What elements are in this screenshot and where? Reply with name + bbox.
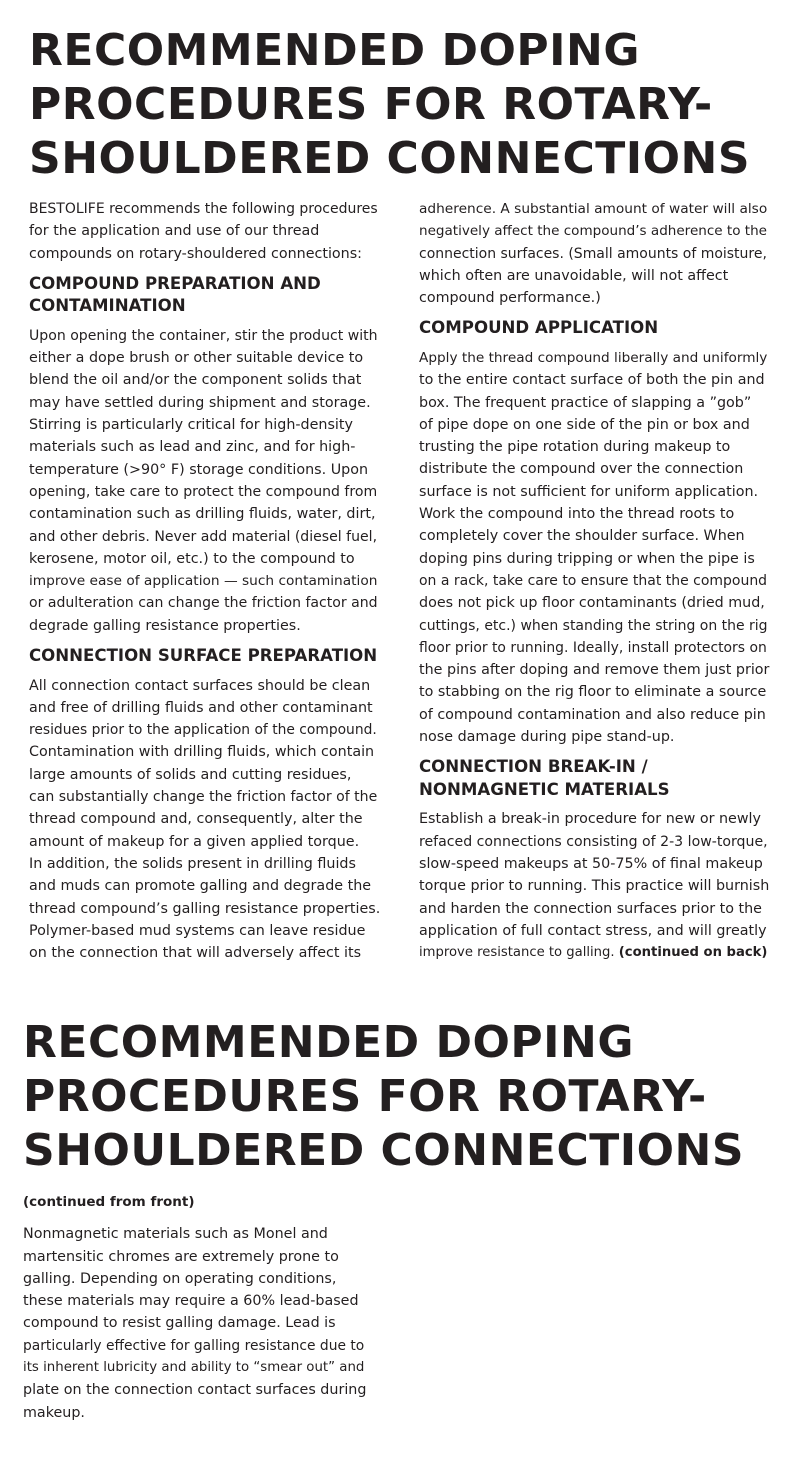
text-line: and free of drilling fluids and other contaminant [29, 699, 373, 716]
text-line: and other debris. Never add material (diesel fuel, [29, 528, 378, 545]
text-line: of compound contamination and also reduce pin [419, 706, 766, 723]
text-line: application of full contact stress, and will greatly [419, 922, 767, 939]
text-line: compound performance.) [419, 290, 601, 307]
text-line: particularly effective for galling resistance due to [23, 1337, 365, 1354]
text-line: blend the oil and/or the component solids that [29, 372, 362, 389]
text-line: Establish a break-in procedure for new or newly [419, 811, 761, 828]
text-line: or adulteration can change the friction factor and [29, 595, 378, 612]
continued-paragraph [419, 198, 771, 309]
heading-line: COMPOUND APPLICATION [419, 318, 659, 338]
text-line: improve ease of application — such contamination [29, 573, 378, 590]
section-body-connection-surface-preparation [29, 675, 381, 965]
text-line: materials such as lead and zinc, and for high- [29, 439, 356, 456]
text-line: Nonmagnetic materials such as Monel and [23, 1226, 328, 1243]
text-line: plate on the connection contact surfaces during [23, 1382, 367, 1399]
title-line: RECOMMENDED DOPING [29, 25, 640, 76]
back-column [23, 1191, 368, 1432]
text-line: amount of makeup for a given applied torque. [29, 833, 360, 850]
text-line: compounds on rotary-shouldered connections: [29, 245, 363, 262]
section-body-compound-application [419, 347, 771, 748]
text-line: floor prior to running. Ideally, install protectors on [419, 639, 767, 656]
text-line: these materials may require a 60% lead-based [23, 1293, 359, 1310]
continued-from-front-note: (continued from front) [23, 1194, 195, 1210]
text-line: doping pins during tripping or when the pipe is [419, 550, 755, 567]
text-line: torque prior to running. This practice will burnish [419, 878, 770, 895]
last-line-text: improve resistance to galling. [419, 945, 619, 961]
section-body-compound-preparation [29, 325, 381, 637]
text-line: on a rack, take care to ensure that the compound [419, 572, 768, 589]
text-line: of pipe dope on one side of the pin or box and [419, 416, 750, 433]
text-line: degrade galling resistance properties. [29, 617, 301, 634]
text-line: Work the compound into the thread roots to [419, 506, 735, 523]
text-line: thread compound and, consequently, alter the [29, 811, 363, 828]
front-left-column [29, 198, 381, 972]
text-line: surface is not sufficient for uniform application. [419, 483, 759, 500]
text-line: distribute the compound over the connection [419, 461, 744, 478]
front-page-title [29, 24, 789, 186]
title-line: SHOULDERED CONNECTIONS [29, 133, 751, 184]
section-body-connection-break-in [419, 808, 771, 964]
section-heading-connection-break-in [419, 756, 771, 801]
text-line: martensitic chromes are extremely prone to [23, 1248, 339, 1265]
text-line: either a dope brush or other suitable device to [29, 350, 364, 367]
text-line: which often are unavoidable, will not affect [419, 267, 729, 284]
intro-paragraph [29, 198, 381, 265]
text-line: makeup. [23, 1404, 85, 1421]
text-line: adherence. A substantial amount of water will also [419, 201, 768, 217]
text-line: Upon opening the container, stir the product with [29, 327, 378, 344]
text-line: thread compound’s galling resistance properties. [29, 900, 381, 917]
nonmagnetic-materials-paragraph [23, 1223, 368, 1424]
text-line: completely cover the shoulder surface. When [419, 528, 745, 545]
text-line: compound to resist galling damage. Lead is [23, 1315, 336, 1332]
section-heading-compound-preparation [29, 273, 381, 318]
text-line: All connection contact surfaces should be clean [29, 677, 371, 694]
title-line: PROCEDURES FOR ROTARY- [29, 79, 713, 130]
text-line: for the application and use of our thread [29, 223, 320, 240]
text-line: and harden the connection surfaces prior to the [419, 900, 762, 917]
text-line: Stirring is particularly critical for high-density [29, 417, 353, 434]
text-line: BESTOLIFE recommends the following procedures [29, 201, 378, 217]
text-line: negatively affect the compound’s adherence to the [419, 223, 768, 240]
text-line: residues prior to the application of the compound. [29, 722, 377, 739]
text-line: may have settled during shipment and storage. [29, 394, 371, 411]
text-line: refaced connections consisting of 2-3 low-torque, [419, 833, 768, 850]
text-line: to the entire contact surface of both the pin and [419, 372, 765, 389]
heading-line: CONTAMINATION [29, 296, 186, 316]
text-line: opening, take care to protect the compound from [29, 483, 378, 500]
text-line: nose damage during pipe stand-up. [419, 729, 675, 746]
text-line: the pins after doping and remove them just prior [419, 662, 770, 679]
text-line [419, 942, 771, 964]
text-line: box. The frequent practice of slapping a ”gob” [419, 394, 752, 411]
heading-line: COMPOUND PREPARATION AND [29, 273, 321, 293]
text-line: large amounts of solids and cutting residues, [29, 766, 352, 783]
text-line: trusting the pipe rotation during makeup to [419, 439, 731, 456]
section-heading-connection-surface-preparation [29, 645, 381, 668]
title-line: SHOULDERED CONNECTIONS [23, 1125, 745, 1176]
text-line: galling. Depending on operating conditions, [23, 1270, 337, 1287]
text-line: does not pick up floor contaminants (dried mud, [419, 595, 765, 612]
text-line: temperature (>90° F) storage conditions. Upon [29, 461, 369, 478]
text-line: In addition, the solids present in drilling fluids [29, 855, 356, 872]
text-line: and muds can promote galling and degrade the [29, 878, 372, 895]
front-right-column [419, 198, 771, 972]
text-line: Apply the thread compound liberally and uniformly [419, 349, 768, 366]
text-line: kerosene, motor oil, etc.) to the compound to [29, 550, 355, 567]
heading-line: CONNECTION BREAK-IN / [419, 757, 648, 777]
text-line: Polymer-based mud systems can leave residue [29, 922, 366, 939]
title-line: RECOMMENDED DOPING [23, 1017, 634, 1068]
continued-on-back-note: (continued on back) [618, 945, 768, 961]
back-page-title [23, 1016, 783, 1178]
text-line: can substantially change the friction factor of the [29, 789, 378, 806]
section-heading-compound-application [419, 317, 771, 340]
text-line: contamination such as drilling fluids, water, dirt, [29, 506, 376, 523]
text-line: slow-speed makeups at 50-75% of final makeup [419, 855, 763, 872]
heading-line: CONNECTION SURFACE PREPARATION [29, 646, 378, 666]
text-line: its inherent lubricity and ability to “smear out” and [23, 1360, 365, 1376]
text-line: on the connection that will adversely affect its [29, 945, 362, 962]
heading-line: NONMAGNETIC MATERIALS [419, 779, 670, 799]
text-line: Contamination with drilling fluids, which contain [29, 744, 375, 761]
text-line: connection surfaces. (Small amounts of moisture, [419, 245, 767, 262]
text-line: to stabbing on the rig floor to eliminate a source [419, 684, 767, 701]
title-line: PROCEDURES FOR ROTARY- [23, 1071, 707, 1122]
text-line: cuttings, etc.) when standing the string on the rig [419, 617, 768, 634]
